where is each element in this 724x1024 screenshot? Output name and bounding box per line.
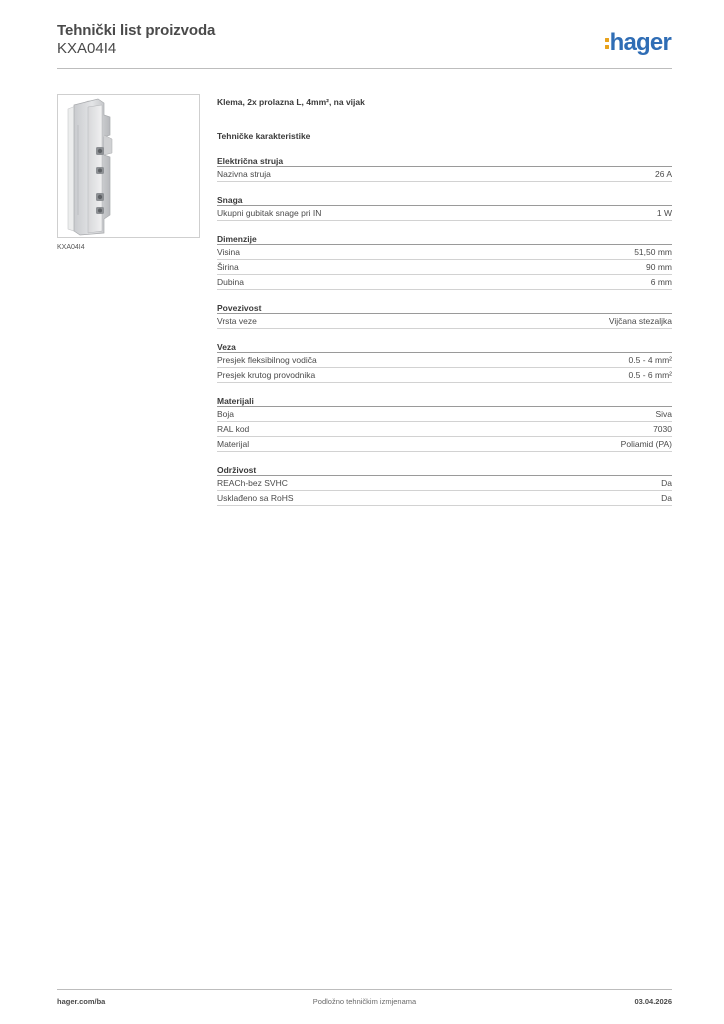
spec-label: Presjek fleksibilnog vodiča xyxy=(217,355,317,365)
spec-label: Dubina xyxy=(217,277,244,287)
group-title: Električna struja xyxy=(217,155,672,167)
spec-value: Vijčana stezaljka xyxy=(608,316,672,326)
spec-label: Širina xyxy=(217,262,239,272)
product-code: KXA04I4 xyxy=(57,40,117,57)
spec-row xyxy=(217,422,672,437)
spec-label: Presjek krutog provodnika xyxy=(217,370,316,380)
spec-value: 0.5 - 4 mm² xyxy=(628,355,672,365)
spec-value: 90 mm xyxy=(646,262,672,272)
page-header xyxy=(57,22,671,70)
spec-row xyxy=(217,407,672,422)
footer-date: 03.04.2026 xyxy=(634,997,672,1006)
hager-logo xyxy=(605,29,671,57)
spec-row xyxy=(217,275,672,290)
page-footer xyxy=(57,997,672,1009)
spec-row xyxy=(217,167,672,182)
spec-value: 7030 xyxy=(653,424,672,434)
spec-row xyxy=(217,476,672,491)
group-title: Snaga xyxy=(217,194,672,206)
spec-value: Da xyxy=(661,493,672,503)
spec-label: Usklađeno sa RoHS xyxy=(217,493,294,503)
spec-row xyxy=(217,353,672,368)
spec-content xyxy=(217,96,672,506)
spec-value: 51,50 mm xyxy=(634,247,672,257)
spec-value: Siva xyxy=(655,409,672,419)
group-title: Povezivost xyxy=(217,302,672,314)
spec-label: REACh-bez SVHC xyxy=(217,478,288,488)
spec-row xyxy=(217,206,672,221)
spec-value: 6 mm xyxy=(650,277,672,287)
document-title: Tehnički list proizvoda xyxy=(57,22,216,39)
spec-label: Vrsta veze xyxy=(217,316,257,326)
footer-website-link[interactable]: hager.com/ba xyxy=(57,997,106,1006)
spec-label: RAL kod xyxy=(217,424,250,434)
spec-group-materials xyxy=(217,395,672,452)
spec-group-connectivity xyxy=(217,302,672,329)
spec-row xyxy=(217,368,672,383)
spec-row xyxy=(217,437,672,452)
footer-note: Podložno tehničkim izmjenama xyxy=(312,997,417,1006)
header-divider xyxy=(57,68,672,69)
group-title: Održivost xyxy=(217,464,672,476)
spec-label: Materijal xyxy=(217,439,250,449)
spec-row xyxy=(217,245,672,260)
spec-label: Boja xyxy=(217,409,235,419)
spec-row xyxy=(217,314,672,329)
group-title: Veza xyxy=(217,341,672,353)
spec-group-power xyxy=(217,194,672,221)
logo-text: hager xyxy=(609,29,671,56)
spec-label: Visina xyxy=(217,247,240,257)
spec-group-sustainability xyxy=(217,464,672,506)
group-title: Materijali xyxy=(217,395,672,407)
spec-group-dimensions xyxy=(217,233,672,290)
spec-value: 1 W xyxy=(656,208,672,218)
footer-divider xyxy=(57,989,672,990)
product-description: Klema, 2x prolazna L, 4mm², na vijak xyxy=(217,97,365,107)
spec-label: Nazivna struja xyxy=(217,169,271,179)
spec-group-connection xyxy=(217,341,672,383)
spec-value: 0.5 - 6 mm² xyxy=(628,370,672,380)
group-title: Dimenzije xyxy=(217,233,672,245)
section-heading: Tehničke karakteristike xyxy=(217,131,311,141)
spec-value: Da xyxy=(661,478,672,488)
spec-value: Poliamid (PA) xyxy=(620,439,672,449)
spec-group-electric-current xyxy=(217,155,672,182)
spec-row xyxy=(217,491,672,506)
logo-dots-icon xyxy=(605,38,609,49)
spec-row xyxy=(217,260,672,275)
spec-label: Ukupni gubitak snage pri IN xyxy=(217,208,322,218)
terminal-block-photo-icon xyxy=(58,95,199,237)
spec-value: 26 A xyxy=(654,169,672,179)
image-caption: KXA04I4 xyxy=(57,244,85,251)
product-image xyxy=(57,94,200,238)
